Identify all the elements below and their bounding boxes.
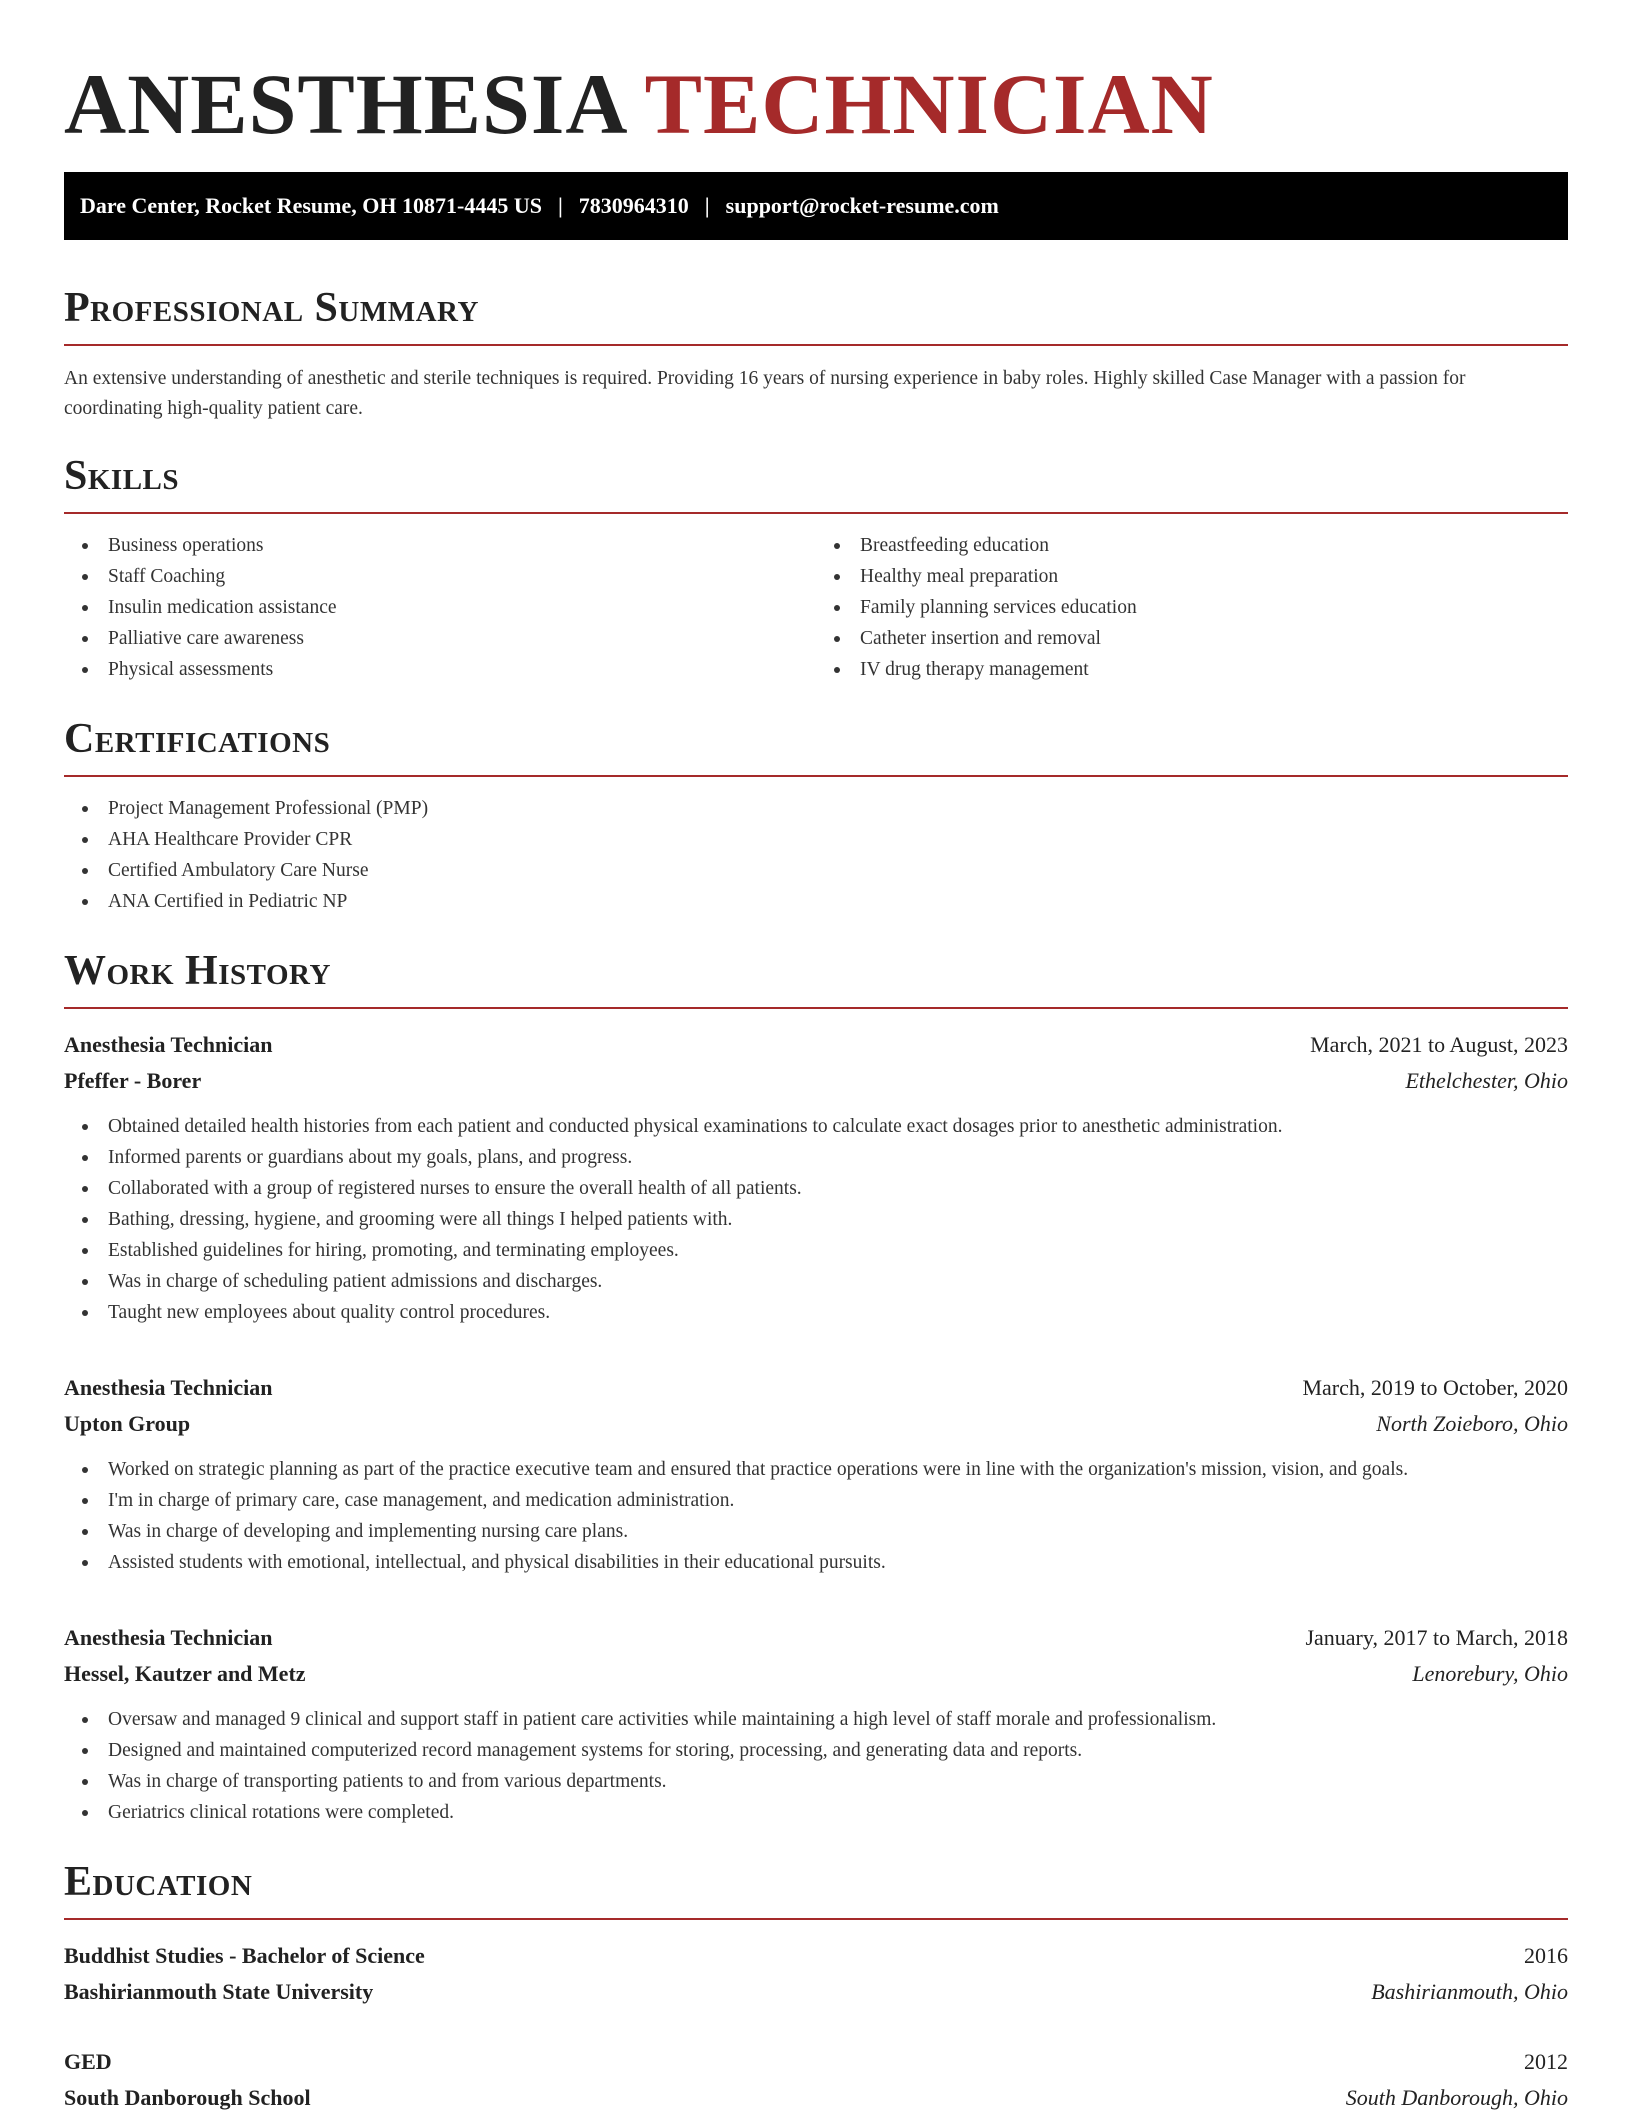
- section-divider: [64, 1918, 1568, 1920]
- education-degree: GED: [64, 2049, 112, 2074]
- job-duty: Oversaw and managed 9 clinical and support staff in patient care activities while maintaining a high level of staff morale and professionalism.: [108, 1704, 1568, 1735]
- resume-name: [64, 56, 1568, 152]
- job-duty: Was in charge of transporting patients to and from various departments.: [108, 1766, 1568, 1797]
- education-school: South Danborough School: [64, 2085, 311, 2110]
- education-section: [64, 1858, 1568, 2116]
- job-company: Upton Group: [64, 1411, 191, 1436]
- contact-address: Dare Center, Rocket Resume, OH 10871-4445 US: [80, 193, 542, 218]
- certification-item: Project Management Professional (PMP): [108, 793, 1568, 824]
- skill-item: Catheter insertion and removal: [860, 623, 1568, 654]
- section-divider: [64, 344, 1568, 346]
- skill-item: IV drug therapy management: [860, 654, 1568, 685]
- section-divider: [64, 775, 1568, 777]
- education-school-row: [64, 2080, 1568, 2116]
- skill-item: Healthy meal preparation: [860, 561, 1568, 592]
- certification-item: Certified Ambulatory Care Nurse: [108, 855, 1568, 886]
- education-entry: [64, 2044, 1568, 2116]
- job-dates: January, 2017 to March, 2018: [1305, 1625, 1568, 1650]
- skill-item: Family planning services education: [860, 592, 1568, 623]
- certifications-section: [64, 715, 1568, 917]
- skill-item: Physical assessments: [108, 654, 816, 685]
- education-degree: Buddhist Studies - Bachelor of Science: [64, 1943, 425, 1968]
- education-year: 2016: [1524, 1943, 1568, 1968]
- education-year: 2012: [1524, 2049, 1568, 2074]
- job-header-row: [64, 1370, 1568, 1406]
- skill-item: Business operations: [108, 530, 816, 561]
- job-duty: Assisted students with emotional, intellectual, and physical disabilities in their educational pursuits.: [108, 1547, 1568, 1578]
- job-title: Anesthesia Technician: [64, 1625, 273, 1650]
- job-entry: [64, 1370, 1568, 1578]
- work-history-section: [64, 947, 1568, 1828]
- education-entry: [64, 1938, 1568, 2010]
- section-title-summary: Professional Summary: [64, 285, 479, 331]
- job-location: Ethelchester, Ohio: [1405, 1068, 1568, 1093]
- summary-text: An extensive understanding of anesthetic and sterile techniques is required. Providing 16 years of nursing experience in baby roles. Highly skilled Case Manager with a passion for coordinating high-quality patient care.: [64, 368, 1466, 419]
- job-duty: Collaborated with a group of registered nurses to ensure the overall health of all patients.: [108, 1173, 1568, 1204]
- skill-item: Staff Coaching: [108, 561, 816, 592]
- certifications-list: [64, 793, 1568, 917]
- education-school: Bashirianmouth State University: [64, 1979, 374, 2004]
- job-duty: Taught new employees about quality control procedures.: [108, 1297, 1568, 1328]
- job-title: Anesthesia Technician: [64, 1375, 273, 1400]
- job-duty: Bathing, dressing, hygiene, and grooming were all things I helped patients with.: [108, 1204, 1568, 1235]
- section-divider: [64, 1007, 1568, 1009]
- job-duties-list: [64, 1704, 1568, 1828]
- skills-section: [64, 452, 1568, 685]
- education-location: South Danborough, Ohio: [1345, 2085, 1568, 2110]
- skill-item: Insulin medication assistance: [108, 592, 816, 623]
- certification-item: AHA Healthcare Provider CPR: [108, 824, 1568, 855]
- contact-phone: 7830964310: [578, 193, 689, 218]
- job-company-row: [64, 1656, 1568, 1692]
- education-location: Bashirianmouth, Ohio: [1371, 1979, 1568, 2004]
- job-title: Anesthesia Technician: [64, 1032, 273, 1057]
- job-dates: March, 2021 to August, 2023: [1310, 1032, 1568, 1057]
- job-company: Pfeffer - Borer: [64, 1068, 202, 1093]
- section-title-certifications: Certifications: [64, 716, 331, 762]
- contact-bar: [64, 172, 1568, 240]
- education-header-row: [64, 2044, 1568, 2080]
- name-last: TECHNICIAN: [644, 56, 1214, 152]
- summary-section: [64, 284, 1568, 424]
- certification-item: ANA Certified in Pediatric NP: [108, 886, 1568, 917]
- job-company-row: [64, 1063, 1568, 1099]
- job-duty: Worked on strategic planning as part of the practice executive team and ensured that practice operations were in line with the organization's mission, vision, and goals.: [108, 1454, 1568, 1485]
- section-title-skills: Skills: [64, 453, 180, 499]
- job-duty: Geriatrics clinical rotations were completed.: [108, 1797, 1568, 1828]
- contact-separator: |: [557, 193, 563, 218]
- contact-separator: |: [704, 193, 710, 218]
- job-duty: Established guidelines for hiring, promoting, and terminating employees.: [108, 1235, 1568, 1266]
- education-header-row: [64, 1938, 1568, 1974]
- job-duties-list: [64, 1111, 1568, 1328]
- job-duty: Was in charge of developing and implementing nursing care plans.: [108, 1516, 1568, 1547]
- job-header-row: [64, 1027, 1568, 1063]
- job-location: North Zoieboro, Ohio: [1376, 1411, 1568, 1436]
- contact-email: support@rocket-resume.com: [725, 193, 999, 218]
- job-location: Lenorebury, Ohio: [1412, 1661, 1568, 1686]
- name-first: ANESTHESIA: [64, 56, 624, 152]
- education-school-row: [64, 1974, 1568, 2010]
- section-title-work-history: Work History: [64, 948, 331, 994]
- skills-list-left: [64, 530, 816, 685]
- skills-grid: [64, 514, 1568, 685]
- job-entry: [64, 1620, 1568, 1828]
- job-entry: [64, 1027, 1568, 1328]
- skill-item: Palliative care awareness: [108, 623, 816, 654]
- job-duty: Designed and maintained computerized record management systems for storing, processing, and generating data and reports.: [108, 1735, 1568, 1766]
- job-duty: Obtained detailed health histories from each patient and conducted physical examinations to calculate exact dosages prior to anesthetic administration.: [108, 1111, 1568, 1142]
- job-dates: March, 2019 to October, 2020: [1302, 1375, 1568, 1400]
- job-duty: I'm in charge of primary care, case management, and medication administration.: [108, 1485, 1568, 1516]
- job-header-row: [64, 1620, 1568, 1656]
- skill-item: Breastfeeding education: [860, 530, 1568, 561]
- job-duties-list: [64, 1454, 1568, 1578]
- job-company: Hessel, Kautzer and Metz: [64, 1661, 306, 1686]
- section-title-education: Education: [64, 1859, 253, 1905]
- job-duty: Informed parents or guardians about my goals, plans, and progress.: [108, 1142, 1568, 1173]
- skills-list-right: [816, 530, 1568, 685]
- job-company-row: [64, 1406, 1568, 1442]
- job-duty: Was in charge of scheduling patient admissions and discharges.: [108, 1266, 1568, 1297]
